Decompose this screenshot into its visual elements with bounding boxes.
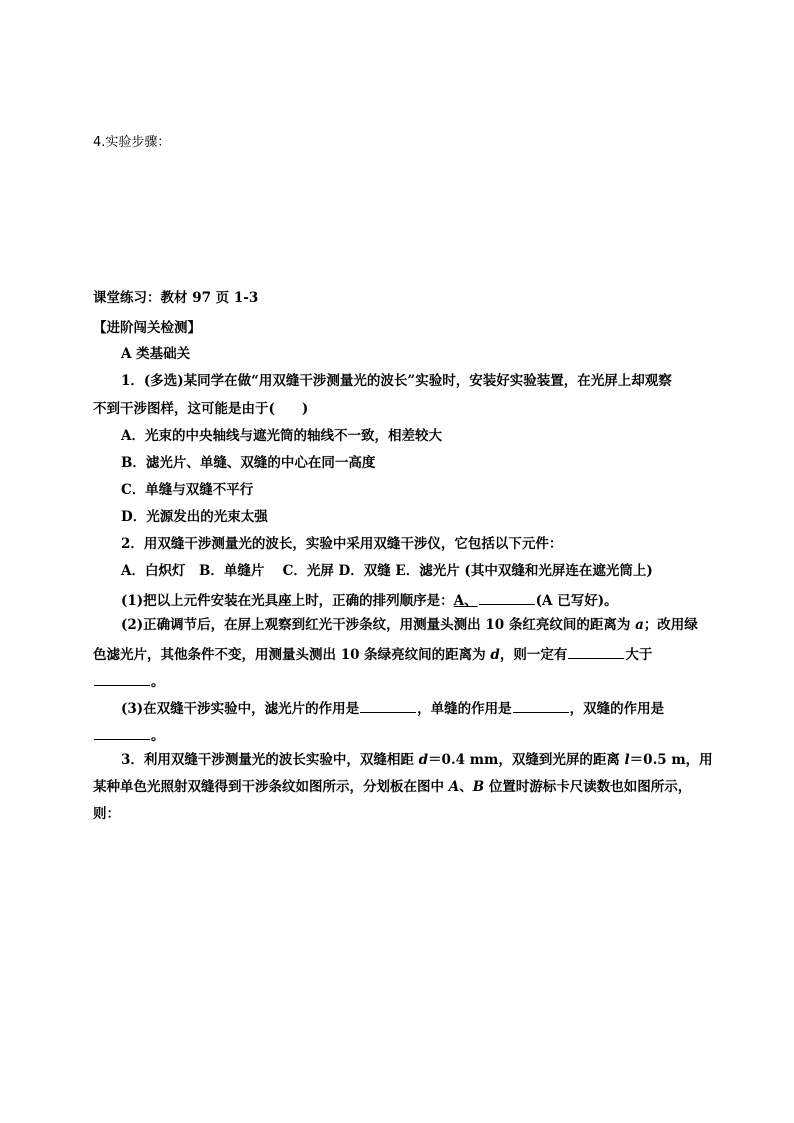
q2-var-d: d bbox=[490, 647, 500, 663]
q2-part3-line2-end: 。 bbox=[151, 728, 165, 744]
q3-line2-text2: 位置时游标卡尺读数也如图所示， bbox=[488, 779, 692, 795]
q2-part2-line2 bbox=[93, 646, 652, 663]
q3-line1 bbox=[121, 754, 713, 768]
q2-part2-text: (2)正确调节后，在屏上观察到红光干涉条纹，用测量头测出 10 条红亮纹间的距离为 bbox=[121, 617, 631, 633]
subsection-title: A 类基础关 bbox=[121, 346, 191, 362]
q1-line1: 1．(多选)某同学在做“用双缝干涉测量光的波长”实验时，安装好实验装置，在光屏上却观察 bbox=[121, 373, 672, 389]
classroom-practice: 课堂练习：教材 97 页 1-3 bbox=[93, 290, 259, 306]
q1-line2: 不到干涉图样，这可能是由于( ) bbox=[93, 401, 309, 417]
q2-part1-text: (1)把以上元件安装在光具座上时，正确的排列顺序是： bbox=[121, 593, 454, 609]
q2-part2-blank-2 bbox=[94, 673, 150, 686]
q2-part3-line1 bbox=[121, 700, 664, 717]
q2-part3-blank-2 bbox=[513, 700, 569, 713]
section-title: 【进阶闯关检测】 bbox=[93, 320, 201, 336]
q2-part1-blank bbox=[479, 592, 535, 605]
q2-part2-line2-end: 大于 bbox=[625, 647, 653, 663]
q2-components: A．白炽灯 B．单缝片 C．光屏 D．双缝 E．滤光片 (其中双缝和光屏连在遮光筒上) bbox=[121, 563, 653, 579]
q2-part3-blank-3 bbox=[94, 727, 150, 740]
q3-line3: 则： bbox=[93, 806, 120, 822]
q1-option-d: D．光源发出的光束太强 bbox=[121, 509, 268, 525]
q3-text1: 3．利用双缝干涉测量光的波长实验中，双缝相距 bbox=[121, 752, 414, 768]
q2-part1-end: (A 已写好)。 bbox=[535, 593, 618, 609]
q3-eq-l: ＝0.5 m，用 bbox=[629, 752, 713, 768]
q2-part1 bbox=[121, 592, 618, 609]
q3-var-d: d bbox=[418, 752, 429, 768]
q2-part2-line3-end: 。 bbox=[151, 674, 165, 690]
q2-part2-line2-mid: ，则一定有 bbox=[499, 647, 568, 663]
q2-part3-text1: (3)在双缝干涉实验中，滤光片的作用是 bbox=[121, 701, 360, 717]
q3-eq-d: ＝0.4 mm，双缝到光屏的距离 bbox=[428, 752, 620, 768]
q2-part3-text2: ，单缝的作用是 bbox=[417, 701, 512, 717]
q2-part2-blank-1 bbox=[568, 646, 624, 659]
q3-sep: 、 bbox=[459, 779, 473, 795]
q3-line2 bbox=[93, 781, 691, 795]
q2-part1-answer: A、 bbox=[453, 593, 478, 609]
q3-var-A: A bbox=[448, 779, 460, 795]
q3-var-l: l bbox=[624, 752, 630, 768]
q3-line2-text1: 某种单色光照射双缝得到干涉条纹如图所示，分划板在图中 bbox=[93, 779, 444, 795]
q1-option-a: A．光束的中央轴线与遮光筒的轴线不一致，相差较大 bbox=[121, 428, 442, 444]
q1-option-c: C．单缝与双缝不平行 bbox=[121, 482, 254, 498]
q2-part2-text-end: ；改用绿 bbox=[643, 617, 698, 633]
steps-heading: 4.实验步骤： bbox=[93, 135, 171, 150]
q2-line1: 2．用双缝干涉测量光的波长，实验中采用双缝干涉仪，它包括以下元件： bbox=[121, 536, 563, 552]
q2-part3-line2 bbox=[93, 727, 165, 744]
q2-part2-line1 bbox=[121, 619, 698, 633]
q2-part2-line3 bbox=[93, 673, 165, 690]
q2-var-a: a bbox=[635, 617, 644, 633]
q1-option-b: B．滤光片、单缝、双缝的中心在同一高度 bbox=[121, 455, 376, 471]
q2-part3-text3: ，双缝的作用是 bbox=[569, 701, 665, 717]
q2-part3-blank-1 bbox=[360, 700, 416, 713]
q2-part2-line2-text: 色滤光片，其他条件不变，用测量头测出 10 条绿亮纹间的距离为 bbox=[93, 647, 486, 663]
q3-var-B: B bbox=[472, 779, 485, 795]
